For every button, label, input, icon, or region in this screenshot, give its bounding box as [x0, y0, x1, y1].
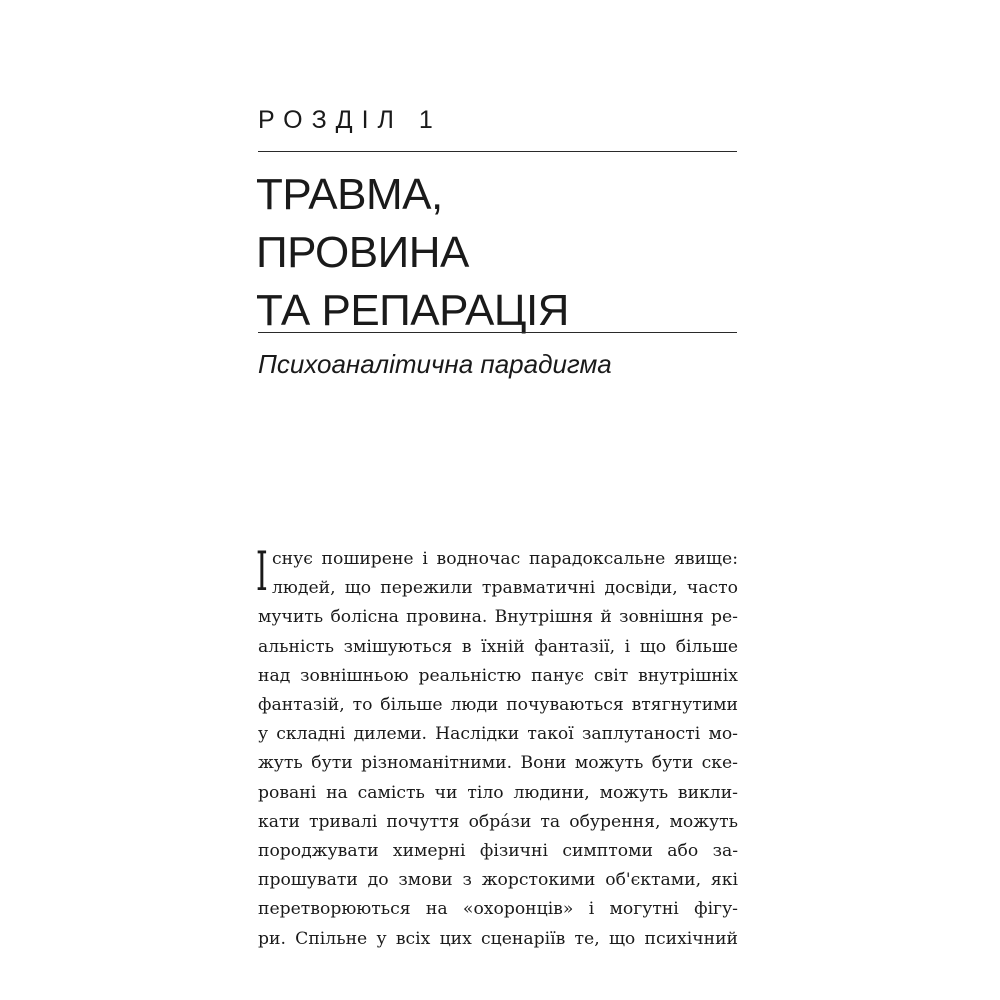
body-line: жуть бути різноманітними. Вони можуть бути ске-: [258, 753, 738, 774]
body-line: прошувати до змови з жорстокими об'єктами, які: [258, 870, 738, 891]
body-line: альність змішуються в їхній фантазії, і що більше: [258, 636, 738, 657]
body-line: кати тривалі почуття обрáзи та обурення, можуть: [258, 811, 738, 832]
body-line: у складні дилеми. Наслідки такої заплутаності мо-: [258, 724, 738, 745]
chapter-title-line: ТА РЕПАРАЦІЯ: [256, 286, 569, 335]
body-line: людей, що пережили травматичні досвіди, часто: [272, 578, 738, 599]
body-line: мучить болісна провина. Внутрішня й зовнішня ре-: [258, 607, 738, 628]
chapter-subtitle: Психоаналітична парадигма: [258, 349, 612, 379]
body-line: ровані на самість чи тіло людини, можуть викли-: [258, 782, 738, 803]
body-line: фантазій, то більше люди почуваються втягнутими: [258, 695, 738, 716]
chapter-title-line: ТРАВМА,: [256, 170, 443, 219]
body-line: над зовнішньою реальністю панує світ внутрішніх: [258, 665, 738, 686]
body-line: породжувати химерні фізичні симптоми або за-: [258, 841, 738, 862]
body-line: ри. Спільне у всіх цих сценаріїв те, що психічний: [258, 928, 738, 949]
body-line: перетворюються на «охоронців» і могутні фігу-: [258, 899, 738, 920]
body-paragraph: [256, 540, 738, 954]
chapter-label: РОЗДІЛ 1: [258, 106, 442, 134]
title-top-rule: [258, 151, 737, 152]
body-line: снує поширене і водночас парадоксальне явище:: [272, 549, 738, 569]
chapter-title: [256, 166, 736, 340]
title-bottom-rule: [258, 332, 737, 333]
drop-cap: І: [256, 540, 268, 603]
chapter-title-line: ПРОВИНА: [256, 228, 469, 277]
